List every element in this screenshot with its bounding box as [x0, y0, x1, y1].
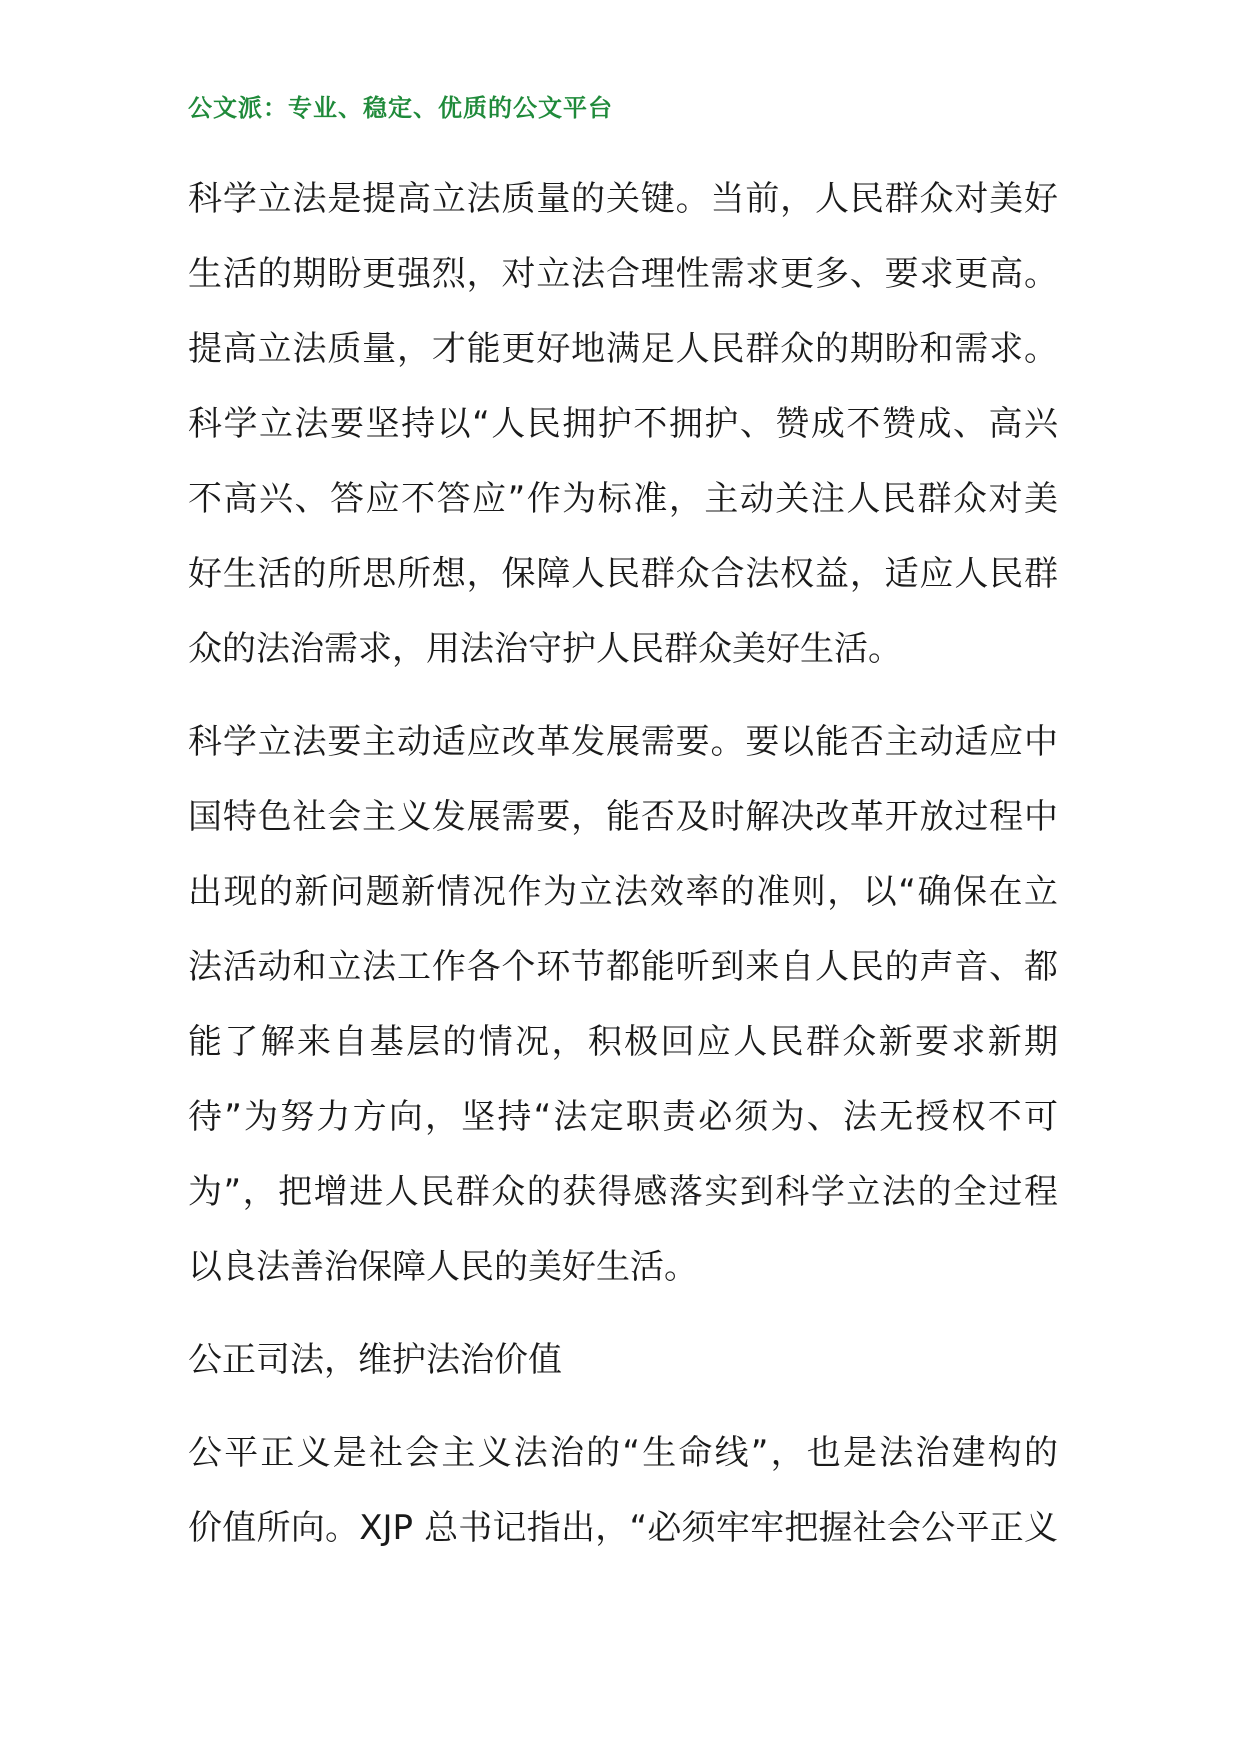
text-line: 为”，把增进人民群众的获得感落实到科学立法的全过程	[188, 1172, 1058, 1212]
text-line: 出现的新问题新情况作为立法效率的准则，以“确保在立	[188, 872, 1058, 912]
text-line: 不高兴、答应不答应”作为标准，主动关注人民群众对美	[188, 479, 1058, 519]
text-line: 好生活的所思所想，保障人民群众合法权益，适应人民群	[188, 554, 1058, 594]
paragraph	[188, 1416, 1058, 1566]
text-line: 法活动和立法工作各个环节都能听到来自人民的声音、都	[188, 947, 1058, 987]
text-line: 提高立法质量，才能更好地满足人民群众的期盼和需求。	[188, 329, 1058, 369]
section-heading-text: 公正司法，维护法治价值	[188, 1340, 562, 1380]
text-line: 待”为努力方向，坚持“法定职责必须为、法无授权不可	[188, 1097, 1058, 1137]
text-line: 价值所向。XJP 总书记指出，“必须牢牢把握社会公平正义	[188, 1508, 1058, 1548]
text-line: 国特色社会主义发展需要，能否及时解决改革开放过程中	[188, 797, 1058, 837]
text-line: 能了解来自基层的情况，积极回应人民群众新要求新期	[188, 1022, 1058, 1062]
text-line: 生活的期盼更强烈，对立法合理性需求更多、要求更高。	[188, 254, 1058, 294]
text-line: 科学立法是提高立法质量的关键。当前，人民群众对美好	[188, 179, 1058, 219]
document-body	[188, 162, 1058, 1584]
text-line: 科学立法要主动适应改革发展需要。要以能否主动适应中	[188, 722, 1058, 762]
paragraph	[188, 162, 1058, 687]
text-line: 众的法治需求，用法治守护人民群众美好生活。	[188, 629, 902, 669]
text-line: 以良法善治保障人民的美好生活。	[188, 1247, 698, 1287]
text-line: 科学立法要坚持以“人民拥护不拥护、赞成不赞成、高兴	[188, 404, 1058, 444]
section-heading	[188, 1323, 1058, 1398]
header-banner: 公文派：专业、稳定、优质的公文平台	[188, 94, 613, 122]
text-line: 公平正义是社会主义法治的“生命线”，也是法治建构的	[188, 1433, 1058, 1473]
paragraph	[188, 705, 1058, 1305]
